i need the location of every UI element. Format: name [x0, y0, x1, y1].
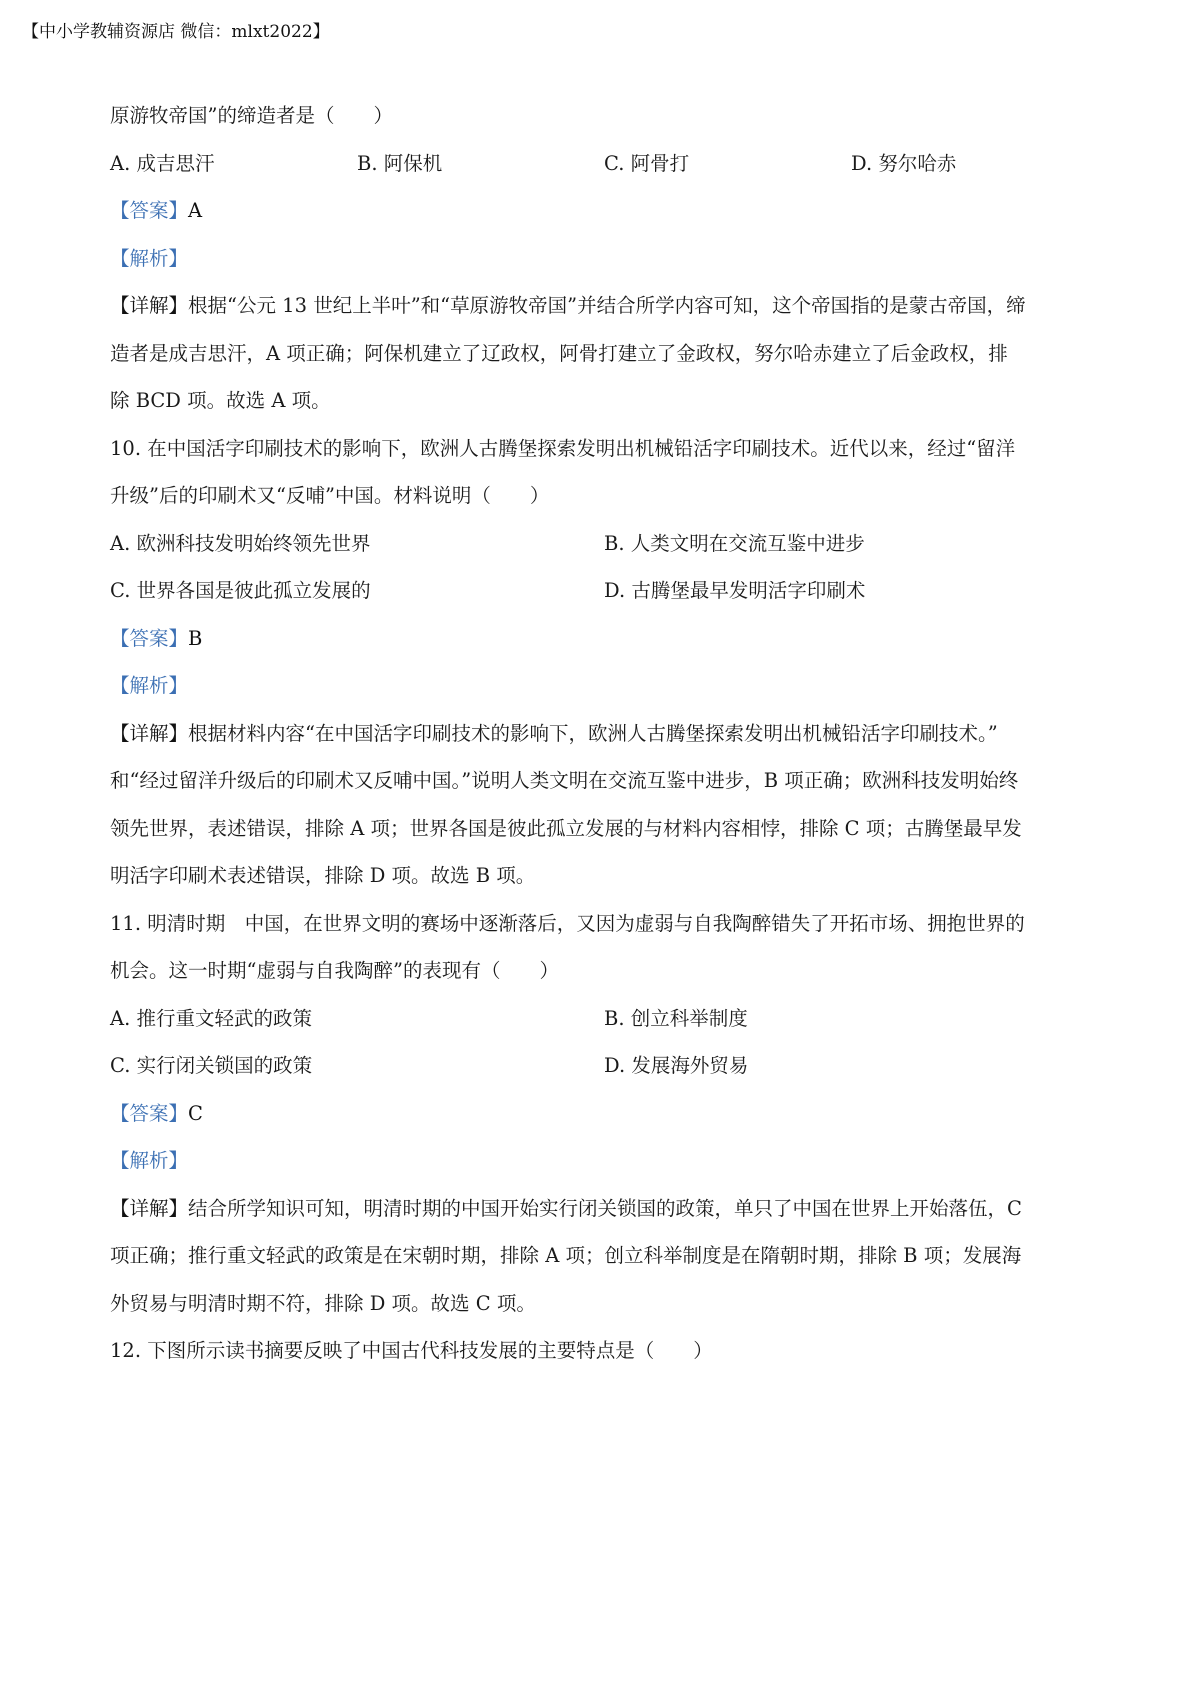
document-body [110, 96, 1100, 1379]
q11-option-c: C. 实行闭关锁国的政策 [110, 1054, 313, 1077]
detail-text: 结合所学知识可知，明清时期的中国开始实行闭关锁国的政策，单只了中国在世界上开始落伍，C [188, 1196, 1022, 1220]
q12-stem: 12. 下图所示读书摘要反映了中国古代科技发展的主要特点是（ ） [110, 1339, 713, 1362]
q10-detail-line-1 [110, 714, 1100, 762]
q11-detail-line-3: 外贸易与明清时期不符，排除 D 项。故选 C 项。 [110, 1291, 536, 1315]
q9-detail-line-1 [110, 286, 1100, 334]
q11-stem-line-2: 机会。这一时期“虚弱与自我陶醉”的表现有（ ） [110, 959, 559, 982]
answer-tag: 【答案】 [110, 199, 189, 222]
watermark-header: 【中小学教辅资源店 微信：mlxt2022】 [22, 22, 330, 42]
answer-tag: 【答案】 [110, 626, 189, 650]
q11-answer [110, 1094, 1100, 1142]
q9-detail-line-3: 除 BCD 项。故选 A 项。 [110, 389, 331, 412]
answer-value: B [188, 626, 203, 650]
q9-answer [110, 191, 1100, 239]
q9-stem: 原游牧帝国”的缔造者是（ ） [110, 104, 393, 127]
q10-option-c: C. 世界各国是彼此孤立发展的 [110, 579, 371, 602]
q9-detail-line-2: 造者是成吉思汗，A 项正确；阿保机建立了辽政权，阿骨打建立了金政权，努尔哈赤建立了后金政权，排 [110, 341, 1008, 365]
q9-option-d: D. 努尔哈赤 [851, 151, 957, 175]
q10-option-b: B. 人类文明在交流互鉴中进步 [604, 531, 865, 555]
q11-analysis-tag: 【解析】 [110, 1149, 189, 1172]
q11-stem-line-1: 11. 明清时期 中国，在世界文明的赛场中逐渐落后，又因为虚弱与自我陶醉错失了开拓市场、拥抱世界的 [110, 911, 1025, 935]
q11-detail-line-2: 项正确；推行重文轻武的政策是在宋朝时期，排除 A 项；创立科举制度是在隋朝时期，排除 B 项；发展海 [110, 1244, 1022, 1267]
detail-tag: 【详解】 [110, 1196, 189, 1220]
q11-option-d: D. 发展海外贸易 [604, 1054, 749, 1077]
q11-detail-line-1 [110, 1189, 1100, 1237]
answer-value: A [188, 199, 203, 222]
q11-option-b: B. 创立科举制度 [604, 1006, 748, 1030]
detail-tag: 【详解】 [110, 294, 189, 317]
q10-options-row-2 [110, 571, 1100, 619]
q10-answer [110, 619, 1100, 667]
q11-option-a: A. 推行重文轻武的政策 [110, 1006, 312, 1030]
q9-option-b: B. 阿保机 [357, 151, 443, 175]
detail-text: 根据“公元 13 世纪上半叶”和“草原游牧帝国”并结合所学内容可知，这个帝国指的是蒙古帝国，缔 [188, 294, 1026, 317]
answer-tag: 【答案】 [110, 1101, 189, 1125]
q10-detail-line-2: 和“经过留洋升级后的印刷术又反哺中国。”说明人类文明在交流互鉴中进步，B 项正确；欧洲科技发明始终 [110, 769, 1019, 792]
detail-text: 根据材料内容“在中国活字印刷技术的影响下，欧洲人古腾堡探索发明出机械铅活字印刷技术。” [188, 721, 998, 745]
q10-stem-line-1: 10. 在中国活字印刷技术的影响下，欧洲人古腾堡探索发明出机械铅活字印刷技术。近代以来，经过“留洋 [110, 436, 1016, 460]
q9-option-c: C. 阿骨打 [604, 151, 690, 175]
q11-options-row-2 [110, 1046, 1100, 1094]
answer-value: C [188, 1101, 203, 1125]
q10-stem-line-2: 升级”后的印刷术又“反哺”中国。材料说明（ ） [110, 484, 550, 507]
q10-analysis-tag: 【解析】 [110, 674, 189, 697]
q11-options-row-1 [110, 999, 1100, 1047]
q10-option-d: D. 古腾堡最早发明活字印刷术 [604, 579, 866, 602]
detail-tag: 【详解】 [110, 721, 189, 745]
q10-options-row-1 [110, 524, 1100, 572]
q10-detail-line-4: 明活字印刷术表述错误，排除 D 项。故选 B 项。 [110, 864, 536, 887]
q10-detail-line-3: 领先世界，表述错误，排除 A 项；世界各国是彼此孤立发展的与材料内容相悖，排除 C 项；古腾堡最早发 [110, 816, 1022, 840]
q9-options [110, 144, 1100, 192]
q10-option-a: A. 欧洲科技发明始终领先世界 [110, 531, 371, 555]
q9-analysis-tag: 【解析】 [110, 246, 189, 270]
q9-option-a: A. 成吉思汗 [110, 151, 215, 175]
